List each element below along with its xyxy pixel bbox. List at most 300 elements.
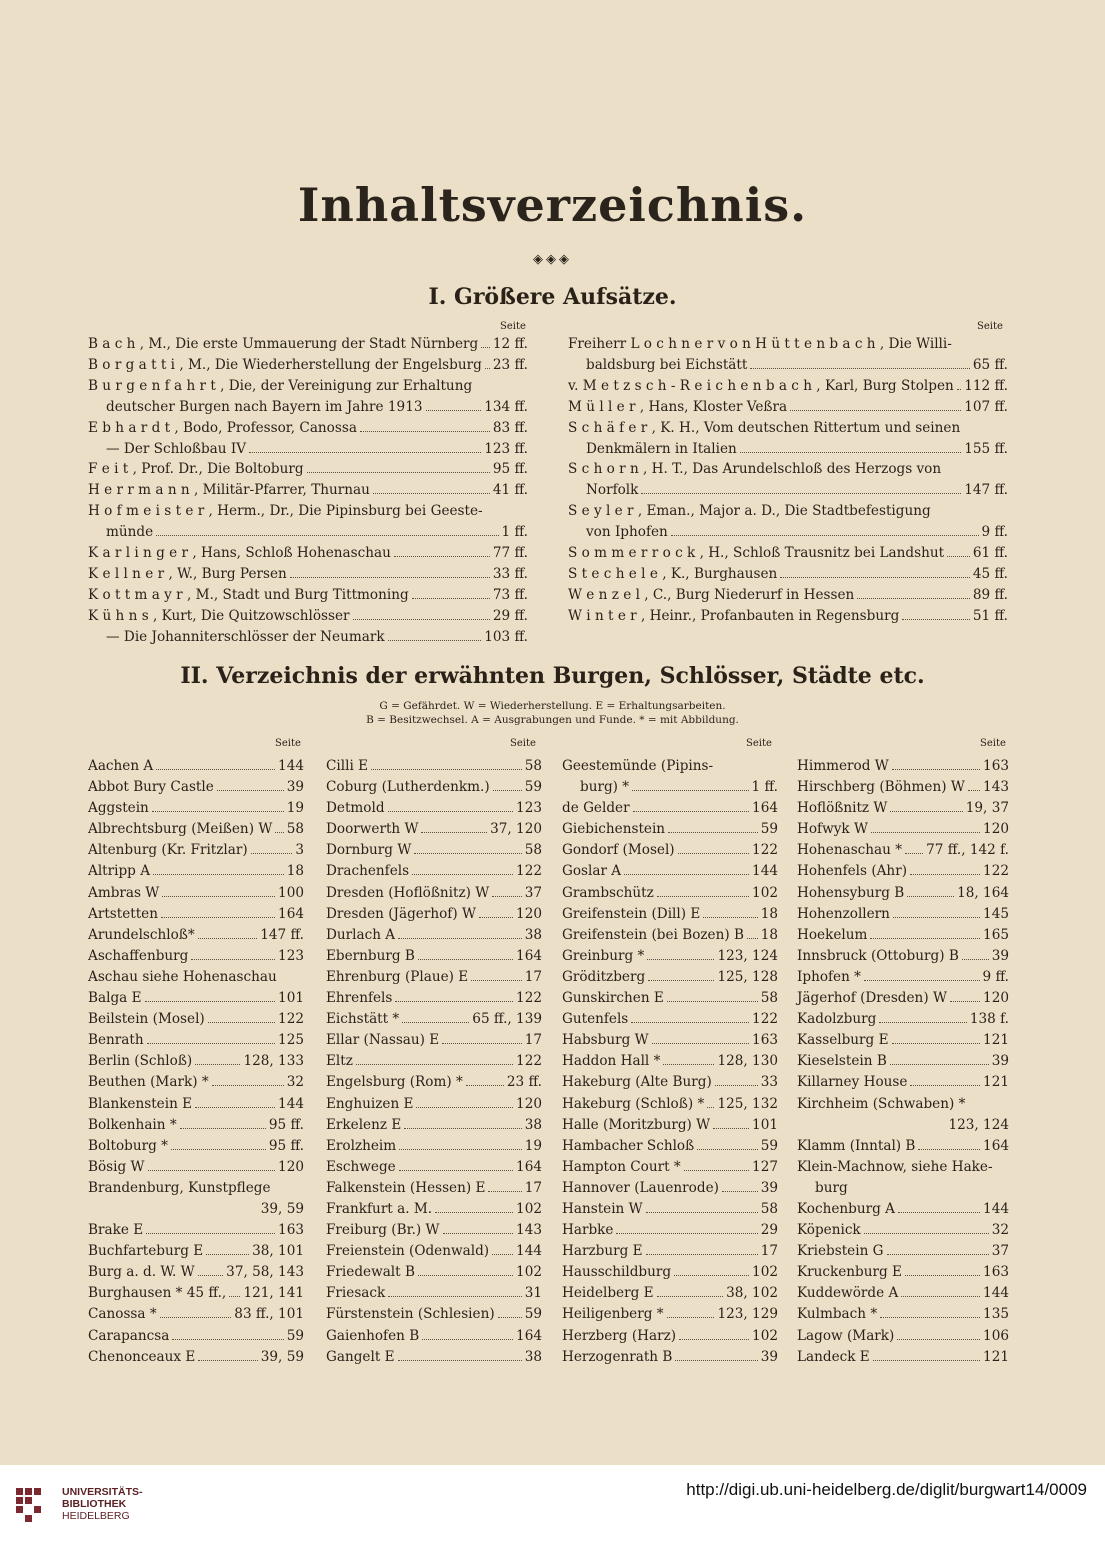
entry-title: Ebernburg B: [326, 947, 415, 964]
entry-title: Durlach A: [326, 926, 396, 943]
entry-page: 18: [760, 926, 778, 943]
entry-title: Hakeburg (Schloß) *: [562, 1095, 705, 1112]
entry-title: Beilstein (Mosel): [88, 1011, 205, 1028]
dot-leader: [750, 358, 970, 369]
entry-title: Giebichenstein: [562, 821, 666, 838]
index-entry: [562, 1115, 778, 1136]
dot-leader: [198, 1349, 257, 1360]
index-entry: [326, 904, 542, 925]
entry-page: 19: [524, 1137, 542, 1154]
entry-title: Haddon Hall *: [562, 1053, 661, 1070]
dot-leader: [388, 630, 482, 641]
entry-page: 59: [524, 779, 542, 796]
entry-title: Gaienhofen B: [326, 1327, 420, 1344]
entry-title: Buchfarteburg E: [88, 1243, 204, 1260]
entry-page: 122: [516, 863, 542, 880]
entry-title: Gutenfels: [562, 1011, 629, 1028]
entry-title: Freienstein (Odenwald): [326, 1243, 490, 1260]
entry-page: 121: [983, 1032, 1009, 1049]
entry-title: Herzberg (Harz): [562, 1327, 677, 1344]
dot-leader: [616, 1223, 757, 1234]
dot-leader: [229, 1286, 240, 1297]
dot-leader: [162, 885, 275, 896]
dot-leader: [153, 864, 284, 875]
index-entry: [326, 946, 542, 967]
dot-leader: [671, 525, 979, 536]
entry-page: 120: [983, 990, 1009, 1007]
dot-leader: [675, 1349, 757, 1360]
entry-page: 125: [278, 1032, 304, 1049]
dot-leader: [873, 1349, 980, 1360]
index-entry: S c h o r n , H. T., Das Arundelschloß des Herzogs von: [568, 461, 942, 478]
entry-page: 121: [983, 1074, 1009, 1091]
index-entry: 39, 59: [260, 1200, 304, 1217]
dot-leader: [962, 949, 989, 960]
dot-leader: [674, 1265, 749, 1276]
entry-page: 77 ff., 142 f.: [926, 842, 1009, 859]
index-entry: [797, 946, 1009, 967]
entry-title: Altenburg (Kr. Fritzlar): [88, 842, 248, 859]
entry-page: 58: [760, 990, 778, 1007]
dot-leader: [485, 358, 490, 369]
dot-leader: [466, 1075, 504, 1086]
dot-leader: [172, 1328, 283, 1339]
dot-leader: [412, 588, 490, 599]
ornament: ◈◈◈: [533, 252, 572, 267]
entry-page: 29: [760, 1222, 778, 1239]
entry-page: 122: [752, 1011, 778, 1028]
index-entry: [797, 1241, 1009, 1262]
index-entry: [562, 1241, 778, 1262]
entry-page: 121: [983, 1348, 1009, 1365]
entry-page: 135: [983, 1306, 1009, 1323]
dot-leader: [443, 1223, 514, 1234]
dot-leader: [667, 1307, 715, 1318]
index-entry: [88, 1094, 304, 1115]
index-entry: [797, 1326, 1009, 1347]
entry-page: 100: [278, 884, 304, 901]
entry-page: 39: [760, 1348, 778, 1365]
entry-title: Gondorf (Mosel): [562, 842, 675, 859]
index-entry: [88, 439, 528, 460]
entry-page: 144: [752, 863, 778, 880]
entry-title: Herzogenrath B: [562, 1348, 673, 1365]
entry-title: — Die Johanniterschlösser der Neumark: [106, 628, 385, 645]
dot-leader: [373, 483, 490, 494]
index-entry: [326, 1220, 542, 1241]
index-entry: [88, 585, 528, 606]
library-name-line-2: BIBLIOTHEK: [62, 1498, 127, 1510]
entry-title: Frankfurt a. M.: [326, 1200, 433, 1217]
index-entry: [562, 1157, 778, 1178]
entry-page: 144: [278, 1095, 304, 1112]
index-entry: [568, 376, 1008, 397]
index-entry: [326, 861, 542, 882]
index-entry: [568, 397, 1008, 418]
entry-title: Erolzheim: [326, 1137, 397, 1154]
index-entry: [88, 480, 528, 501]
index-entry: [88, 777, 304, 798]
index-entry: S e y l e r , Eman., Major a. D., Die Stadtbefestigung: [568, 503, 931, 520]
index-entry: [562, 1178, 778, 1199]
entry-page: 18: [760, 905, 778, 922]
index-entry: [797, 819, 1009, 840]
entry-page: 101: [278, 990, 304, 1007]
index-entry: [562, 840, 778, 861]
dot-leader: [307, 462, 490, 473]
entry-title: Balga E: [88, 990, 142, 1007]
entry-page: 17: [760, 1243, 778, 1260]
entry-page: 39: [991, 947, 1009, 964]
entry-title: Fürstenstein (Schlesien): [326, 1306, 495, 1323]
entry-title: Bösig W: [88, 1158, 145, 1175]
index-entry: [88, 798, 304, 819]
entry-page: 89 ff.: [972, 586, 1008, 603]
index-entry: [797, 861, 1009, 882]
index-entry: [326, 1136, 542, 1157]
dot-leader: [663, 1054, 714, 1065]
entry-title: Dornburg W: [326, 842, 412, 859]
entry-title: Doorwerth W: [326, 821, 419, 838]
index-entry: [797, 1347, 1009, 1368]
entry-title: Aggstein: [88, 800, 149, 817]
index-entry: [562, 1262, 778, 1283]
entry-page: 123: [278, 947, 304, 964]
entry-title: Gröditzberg: [562, 968, 646, 985]
dot-leader: [195, 1054, 240, 1065]
section1-left-column: [88, 334, 528, 648]
entry-title: v. M e t z s c h - R e i c h e n b a c h , Karl, Burg Stolpen: [568, 377, 954, 394]
entry-title: Killarney House: [797, 1074, 908, 1091]
dot-leader: [399, 1139, 522, 1150]
entry-page: 127: [752, 1158, 778, 1175]
index-entry: [326, 1009, 542, 1030]
index-column-2: [326, 756, 542, 1368]
dot-leader: [161, 906, 275, 917]
index-entry: [88, 1051, 304, 1072]
dot-leader: [864, 970, 980, 981]
entry-title: Eltz: [326, 1053, 353, 1070]
entry-page: 65 ff.: [972, 356, 1008, 373]
index-entry: [326, 883, 542, 904]
entry-page: 144: [983, 1285, 1009, 1302]
entry-page: 138 f.: [969, 1011, 1009, 1028]
index-entry: [326, 1030, 542, 1051]
index-entry: [562, 819, 778, 840]
entry-page: 9 ff.: [981, 524, 1008, 541]
entry-title: Freiburg (Br.) W: [326, 1222, 440, 1239]
entry-title: Norfolk: [586, 482, 639, 499]
entry-title: S t e c h e l e , K., Burghausen: [568, 565, 778, 582]
entry-page: 95 ff.: [268, 1137, 304, 1154]
dot-leader: [418, 949, 513, 960]
index-entry: [797, 904, 1009, 925]
index-entry: [562, 777, 778, 798]
entry-title: Goslar A: [562, 863, 622, 880]
entry-page: 18, 164: [957, 884, 1009, 901]
dot-leader: [435, 1202, 513, 1213]
index-entry: [88, 418, 528, 439]
library-logo-icon: [12, 1482, 56, 1526]
index-entry: [797, 1009, 1009, 1030]
dot-leader: [180, 1117, 266, 1128]
entry-title: Heidelberg E: [562, 1285, 654, 1302]
entry-page: 147 ff.: [260, 926, 304, 943]
seite-label: Seite: [275, 738, 301, 749]
dot-leader: [471, 970, 521, 981]
entry-title: H e r r m a n n , Militär-Pfarrer, Thurnau: [88, 482, 370, 499]
entry-title: Hambacher Schloß: [562, 1137, 695, 1154]
entry-page: 1 ff.: [751, 779, 778, 796]
entry-page: 122: [983, 863, 1009, 880]
entry-title: Denkmälern in Italien: [586, 440, 737, 457]
dot-leader: [398, 928, 522, 939]
entry-title: von Iphofen: [586, 524, 668, 541]
entry-page: 58: [524, 842, 542, 859]
entry-page: 122: [752, 842, 778, 859]
dot-leader: [632, 780, 748, 791]
index-entry: [88, 1136, 304, 1157]
entry-title: Boltoburg *: [88, 1137, 168, 1154]
dot-leader: [498, 1307, 522, 1318]
index-entry: [797, 798, 1009, 819]
entry-page: 59: [524, 1306, 542, 1323]
index-entry: [88, 988, 304, 1009]
entry-title: Ehrenburg (Plaue) E: [326, 968, 469, 985]
entry-page: 164: [278, 905, 304, 922]
index-entry: [797, 1199, 1009, 1220]
index-entry: [88, 564, 528, 585]
entry-page: 37, 58, 143: [226, 1264, 304, 1281]
entry-page: 39: [991, 1053, 1009, 1070]
dot-leader: [426, 400, 482, 411]
entry-page: 123 ff.: [484, 440, 528, 457]
index-entry: [562, 1136, 778, 1157]
index-entry: [568, 543, 1008, 564]
index-entry: [568, 522, 1008, 543]
index-entry: Klein-Machnow, siehe Hake-: [797, 1158, 993, 1175]
dot-leader: [657, 1286, 724, 1297]
seite-label: Seite: [980, 738, 1006, 749]
footer-bar: [0, 1465, 1105, 1546]
entry-title: Canossa *: [88, 1306, 157, 1323]
entry-page: 95 ff.: [492, 461, 528, 478]
entry-title: Jägerhof (Dresden) W: [797, 990, 947, 1007]
dot-leader: [371, 759, 522, 770]
entry-page: 38, 101: [252, 1243, 304, 1260]
entry-title: Chenonceaux E: [88, 1348, 196, 1365]
dot-leader: [146, 1223, 275, 1234]
dot-leader: [968, 780, 980, 791]
dot-leader: [713, 1117, 749, 1128]
entry-title: Ehrenfels: [326, 990, 393, 1007]
dot-leader: [715, 1075, 758, 1086]
entry-page: 101: [752, 1116, 778, 1133]
dot-leader: [418, 1265, 513, 1276]
entry-page: 102: [752, 1327, 778, 1344]
index-entry: [88, 1241, 304, 1262]
entry-page: 120: [278, 1158, 304, 1175]
index-entry: Brandenburg, Kunstpflege: [88, 1179, 271, 1196]
index-entry: [88, 1157, 304, 1178]
entry-title: Dresden (Jägerhof) W: [326, 905, 476, 922]
entry-page: 23 ff.: [506, 1074, 542, 1091]
entry-title: de Gelder: [562, 800, 630, 817]
dot-leader: [901, 1286, 980, 1297]
entry-title: Eichstätt *: [326, 1011, 400, 1028]
index-entry: [562, 967, 778, 988]
dot-leader: [206, 1244, 249, 1255]
entry-page: 122: [516, 1053, 542, 1070]
entry-title: Beuthen (Mark) *: [88, 1074, 209, 1091]
index-column-1: [88, 756, 304, 1368]
entry-page: 123: [516, 800, 542, 817]
entry-title: Engelsburg (Rom) *: [326, 1074, 463, 1091]
entry-page: 1 ff.: [501, 524, 528, 541]
entry-title: Grambschütz: [562, 884, 654, 901]
dot-leader: [657, 885, 749, 896]
entry-title: Aachen A: [88, 758, 154, 774]
index-entry: [562, 798, 778, 819]
dot-leader: [624, 864, 749, 875]
index-entry: [568, 585, 1008, 606]
dot-leader: [947, 546, 970, 557]
dot-leader: [722, 1181, 758, 1192]
entry-title: Erkelenz E: [326, 1116, 402, 1133]
index-entry: [326, 1115, 542, 1136]
entry-page: 122: [516, 990, 542, 1007]
entry-page: 121, 141: [243, 1285, 304, 1302]
dot-leader: [871, 822, 980, 833]
index-entry: [797, 1051, 1009, 1072]
entry-page: 18: [286, 863, 304, 880]
dot-leader: [950, 991, 980, 1002]
seite-label: Seite: [746, 738, 772, 749]
index-entry: [88, 883, 304, 904]
entry-page: 112 ff.: [964, 377, 1008, 394]
entry-page: 58: [524, 758, 542, 774]
entry-title: Lagow (Mark): [797, 1327, 895, 1344]
index-entry: [88, 355, 528, 376]
dot-leader: [195, 1096, 275, 1107]
entry-title: Cilli E: [326, 758, 369, 774]
entry-page: 83 ff., 101: [234, 1306, 304, 1323]
entry-title: Kriebstein G: [797, 1243, 884, 1260]
index-entry: [88, 1326, 304, 1347]
entry-title: Kulmbach *: [797, 1306, 878, 1323]
library-name: [62, 1486, 143, 1522]
entry-page: 19: [286, 800, 304, 817]
entry-page: 59: [760, 1137, 778, 1154]
entry-title: Gunskirchen E: [562, 990, 664, 1007]
index-column-3: [562, 756, 778, 1368]
entry-page: 125, 128: [717, 968, 778, 985]
entry-page: 38: [524, 926, 542, 943]
entry-title: Harzburg E: [562, 1243, 643, 1260]
index-entry: [562, 1030, 778, 1051]
dot-leader: [893, 906, 980, 917]
entry-title: Burg a. d. W. W: [88, 1264, 195, 1281]
entry-page: 51 ff.: [972, 607, 1008, 624]
dot-leader: [790, 400, 961, 411]
index-entry: [88, 1304, 304, 1325]
index-entry: [326, 1157, 542, 1178]
dot-leader: [740, 441, 961, 452]
entry-page: 122: [278, 1011, 304, 1028]
entry-page: 134 ff.: [484, 398, 528, 415]
dot-leader: [148, 1160, 276, 1171]
dot-leader: [398, 1349, 522, 1360]
seite-label: Seite: [977, 321, 1003, 332]
index-entry: [326, 1051, 542, 1072]
entry-page: 143: [983, 779, 1009, 796]
index-entry: [326, 1347, 542, 1368]
entry-page: 19, 37: [965, 800, 1009, 817]
dot-leader: [905, 843, 923, 854]
entry-title: Friesack: [326, 1285, 386, 1302]
dot-leader: [353, 609, 490, 620]
index-entry: [797, 1030, 1009, 1051]
entry-page: 45 ff.: [972, 565, 1008, 582]
index-entry: [562, 904, 778, 925]
index-entry: [797, 883, 1009, 904]
entry-title: Hohenaschau *: [797, 842, 903, 859]
entry-title: Kuddewörde A: [797, 1285, 899, 1302]
entry-page: 3: [295, 842, 304, 859]
entry-page: 164: [752, 800, 778, 817]
entry-page: 39: [286, 779, 304, 796]
index-entry: [797, 777, 1009, 798]
library-name-line-1: UNIVERSITÄTS-: [62, 1486, 143, 1498]
dot-leader: [488, 1181, 521, 1192]
source-url-link[interactable]: http://digi.ub.uni-heidelberg.de/diglit/burgwart14/0009: [686, 1480, 1087, 1499]
entry-title: Greifenstein (bei Bozen) B: [562, 926, 744, 943]
entry-page: 31: [524, 1285, 542, 1302]
dot-leader: [493, 780, 522, 791]
entry-title: Albrechtsburg (Meißen) W: [88, 821, 273, 838]
entry-title: Heiligenberg *: [562, 1306, 664, 1323]
dot-leader: [857, 588, 970, 599]
dot-leader: [249, 441, 481, 452]
index-entry: [326, 756, 542, 777]
index-entry: B u r g e n f a h r t , Die, der Vereinigung zur Erhaltung: [88, 377, 473, 394]
index-entry: 123, 124: [948, 1116, 1009, 1133]
entry-title: Aschaffenburg: [88, 947, 189, 964]
entry-title: Drachenfels: [326, 863, 410, 880]
dot-leader: [414, 843, 521, 854]
entry-title: Arundelschloß*: [88, 926, 195, 943]
entry-page: 77 ff.: [492, 545, 528, 562]
dot-leader: [907, 885, 954, 896]
index-entry: [88, 522, 528, 543]
dot-leader: [905, 1265, 980, 1276]
entry-title: Ambras W: [88, 884, 160, 901]
entry-title: Kruckenburg E: [797, 1264, 902, 1281]
index-entry: Aschau siehe Hohenaschau: [88, 968, 277, 985]
entry-page: 29 ff.: [492, 607, 528, 624]
dot-leader: [290, 567, 490, 578]
section1-right-column: [568, 334, 1008, 627]
index-entry: S c h ä f e r , K. H., Vom deutschen Rittertum und seinen: [568, 419, 961, 436]
entry-page: 95 ff.: [268, 1116, 304, 1133]
legend-line-1: G = Gefährdet. W = Wiederherstellung. E = Erhaltungsarbeiten.: [379, 700, 726, 712]
index-entry: [326, 967, 542, 988]
index-entry: [568, 480, 1008, 501]
index-entry: [562, 1009, 778, 1030]
entry-page: 123, 129: [717, 1306, 778, 1323]
index-entry: H o f m e i s t e r , Herm., Dr., Die Pipinsburg bei Geeste-: [88, 503, 483, 520]
index-entry: [326, 840, 542, 861]
